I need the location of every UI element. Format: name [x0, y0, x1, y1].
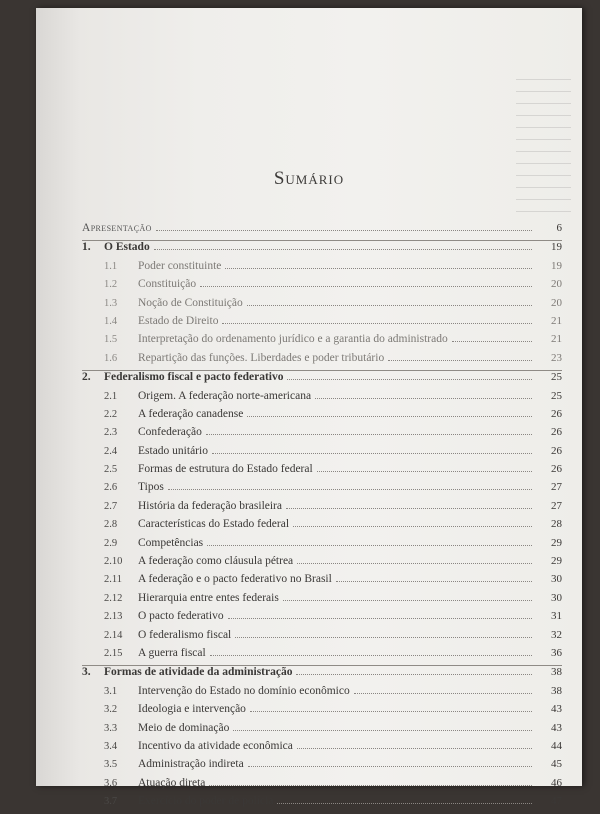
toc-page-number: 32	[551, 628, 562, 641]
toc-entry	[82, 722, 562, 740]
dot-leader	[210, 655, 532, 656]
toc-entry	[82, 573, 562, 591]
toc-label: Confederação	[138, 426, 202, 439]
toc-label: Estado de Direito	[138, 314, 219, 327]
toc-page-number: 30	[551, 591, 562, 604]
dot-leader	[277, 803, 532, 804]
toc-page-number: 19	[551, 241, 562, 254]
toc-page-number: 45	[551, 758, 562, 771]
dot-leader	[297, 748, 532, 749]
dot-leader	[207, 545, 532, 546]
toc-label: Poder constituinte	[138, 259, 222, 272]
toc-number: 1.5	[104, 334, 118, 346]
toc-entry	[82, 537, 562, 555]
toc-number: 3.7	[104, 796, 118, 808]
toc-entry	[82, 758, 562, 776]
page-title: Sumário	[273, 168, 345, 189]
toc-entry	[82, 685, 562, 703]
toc-number: 2.8	[104, 519, 118, 531]
toc-entry	[82, 333, 562, 351]
toc-page-number: 27	[551, 481, 562, 494]
toc-number: 2.13	[104, 611, 123, 623]
toc-section-heading	[82, 241, 562, 259]
toc-number: 2.14	[104, 629, 123, 641]
dot-leader	[233, 730, 532, 731]
dot-leader	[388, 360, 532, 361]
toc-entry-front	[82, 222, 562, 240]
toc-page-number: 26	[551, 407, 562, 420]
toc-label: Meio de dominação	[138, 721, 230, 734]
toc-entry	[82, 297, 562, 315]
toc-page-number: 31	[551, 610, 562, 623]
toc-number: 2.	[82, 371, 91, 384]
toc-page-number: 36	[551, 646, 562, 659]
toc-entry	[82, 500, 562, 518]
toc-entry	[82, 647, 562, 665]
toc-label: Tipos	[138, 481, 164, 494]
toc-number: 3.2	[104, 704, 118, 716]
toc-entry	[82, 610, 562, 628]
toc-entry	[82, 481, 562, 499]
toc-page-number: 29	[551, 555, 562, 568]
toc-number: 3.4	[104, 740, 118, 752]
toc-page-number: 26	[551, 444, 562, 457]
toc-entry	[82, 463, 562, 481]
toc-page-number: 23	[551, 351, 562, 364]
toc-page-number: 26	[551, 426, 562, 439]
toc-number: 2.15	[104, 647, 123, 659]
toc-entry	[82, 390, 562, 408]
dot-leader	[315, 398, 532, 399]
toc-number: 1.4	[104, 315, 118, 327]
toc-label: Exercício do poder de polícia	[138, 795, 274, 808]
toc-sections	[82, 240, 562, 813]
toc-page-number: 38	[551, 684, 562, 697]
toc-label: Incentivo da atividade econômica	[138, 739, 293, 752]
dot-leader	[248, 766, 532, 767]
toc-number: 3.6	[104, 777, 118, 789]
toc-entry	[82, 315, 562, 333]
toc-number: 2.5	[104, 464, 118, 476]
toc-entry	[82, 795, 562, 813]
toc-entry	[82, 592, 562, 610]
dot-leader	[297, 563, 532, 564]
toc-page-number: 30	[551, 573, 562, 586]
dot-leader	[154, 249, 532, 250]
dot-leader	[296, 674, 532, 675]
show-through-text	[516, 68, 571, 228]
toc-label: Interpretação do ordenamento jurídico e a garantia do administrado	[138, 333, 448, 346]
toc-page-number: 6	[556, 222, 562, 234]
toc-number: 2.4	[104, 445, 118, 457]
toc-label: A guerra fiscal	[138, 646, 206, 659]
toc-label: História da federação brasileira	[138, 499, 282, 512]
toc-number: 3.	[82, 666, 91, 679]
dot-leader	[212, 453, 532, 454]
toc-label: Atuação direta	[138, 776, 206, 789]
toc-label: Federalismo fiscal e pacto federativo	[104, 371, 284, 384]
dot-leader	[250, 711, 532, 712]
toc-label: Apresentação	[82, 222, 152, 234]
dot-leader	[209, 785, 532, 786]
dot-leader	[156, 230, 532, 231]
table-of-contents	[82, 222, 562, 814]
toc-label: A federação canadense	[138, 407, 244, 420]
toc-number: 3.5	[104, 759, 118, 771]
toc-label: Administração indireta	[138, 758, 244, 771]
toc-entry	[82, 518, 562, 536]
toc-label: O pacto federativo	[138, 610, 224, 623]
toc-label: O federalismo fiscal	[138, 628, 232, 641]
toc-page-number: 20	[551, 296, 562, 309]
toc-page-number: 26	[551, 463, 562, 476]
dot-leader	[317, 471, 532, 472]
toc-number: 2.10	[104, 556, 123, 568]
toc-page-number: 44	[551, 739, 562, 752]
toc-page-number: 20	[551, 278, 562, 291]
toc-page-number: 29	[551, 536, 562, 549]
toc-entry	[82, 777, 562, 795]
toc-entry	[82, 445, 562, 463]
toc-page-number: 28	[551, 518, 562, 531]
dot-leader	[452, 341, 532, 342]
dot-leader	[287, 379, 532, 380]
dot-leader	[222, 323, 532, 324]
toc-label: Formas de estrutura do Estado federal	[138, 463, 313, 476]
dot-leader	[283, 600, 532, 601]
toc-entry	[82, 703, 562, 721]
book-page	[36, 8, 582, 808]
toc-page-number: 21	[551, 314, 562, 327]
toc-entry	[82, 408, 562, 426]
toc-label: Hierarquia entre entes federais	[138, 591, 279, 604]
toc-label: Intervenção do Estado no domínio econômico	[138, 684, 350, 697]
dot-leader	[225, 268, 532, 269]
toc-number: 3.1	[104, 685, 118, 697]
toc-section-heading	[82, 371, 562, 389]
toc-number: 1.6	[104, 352, 118, 364]
toc-number: 2.12	[104, 592, 123, 604]
toc-entry	[82, 740, 562, 758]
toc-label: Estado unitário	[138, 444, 208, 457]
dot-leader	[247, 305, 532, 306]
toc-number: 1.1	[104, 260, 118, 272]
toc-page-number: 25	[551, 371, 562, 384]
toc-number: 3.3	[104, 722, 118, 734]
dot-leader	[228, 618, 532, 619]
toc-page-number: 43	[551, 703, 562, 716]
toc-label: Noção de Constituição	[138, 296, 243, 309]
dot-leader	[354, 693, 532, 694]
toc-entry	[82, 555, 562, 573]
dot-leader	[336, 581, 532, 582]
toc-page-number: 38	[551, 666, 562, 679]
toc-number: 2.11	[104, 574, 122, 586]
toc-entry	[82, 426, 562, 444]
toc-label: A federação como cláusula pétrea	[138, 555, 294, 568]
toc-label: Características do Estado federal	[138, 518, 290, 531]
toc-label: Constituição	[138, 278, 197, 291]
dot-leader	[206, 434, 532, 435]
dot-leader	[286, 508, 532, 509]
toc-number: 2.2	[104, 408, 118, 420]
toc-number: 1.2	[104, 279, 118, 291]
toc-page-number: 47	[551, 795, 562, 808]
toc-page-number: 27	[551, 499, 562, 512]
toc-label: Ideologia e intervenção	[138, 703, 246, 716]
toc-section-heading	[82, 666, 562, 684]
dot-leader	[235, 637, 532, 638]
toc-number: 1.	[82, 241, 91, 254]
toc-label: Repartição das funções. Liberdades e poder tributário	[138, 351, 385, 364]
dot-leader	[200, 286, 532, 287]
toc-number: 2.7	[104, 500, 118, 512]
toc-page-number: 21	[551, 333, 562, 346]
dot-leader	[293, 526, 532, 527]
dot-leader	[168, 489, 532, 490]
toc-label: Competências	[138, 536, 204, 549]
toc-entry	[82, 352, 562, 370]
toc-label: O Estado	[104, 241, 150, 254]
toc-number: 1.3	[104, 297, 118, 309]
toc-number: 2.9	[104, 537, 118, 549]
toc-entry	[82, 260, 562, 278]
toc-page-number: 46	[551, 776, 562, 789]
toc-page-number: 19	[551, 259, 562, 272]
toc-label: A federação e o pacto federativo no Brasil	[138, 573, 332, 586]
toc-number: 2.3	[104, 427, 118, 439]
toc-label: Origem. A federação norte-americana	[138, 389, 312, 402]
toc-entry	[82, 278, 562, 296]
toc-number: 2.1	[104, 390, 118, 402]
toc-label: Formas de atividade da administração	[104, 666, 293, 679]
toc-number: 2.6	[104, 482, 118, 494]
toc-page-number: 43	[551, 721, 562, 734]
toc-page-number: 25	[551, 389, 562, 402]
dot-leader	[247, 416, 532, 417]
toc-entry	[82, 629, 562, 647]
